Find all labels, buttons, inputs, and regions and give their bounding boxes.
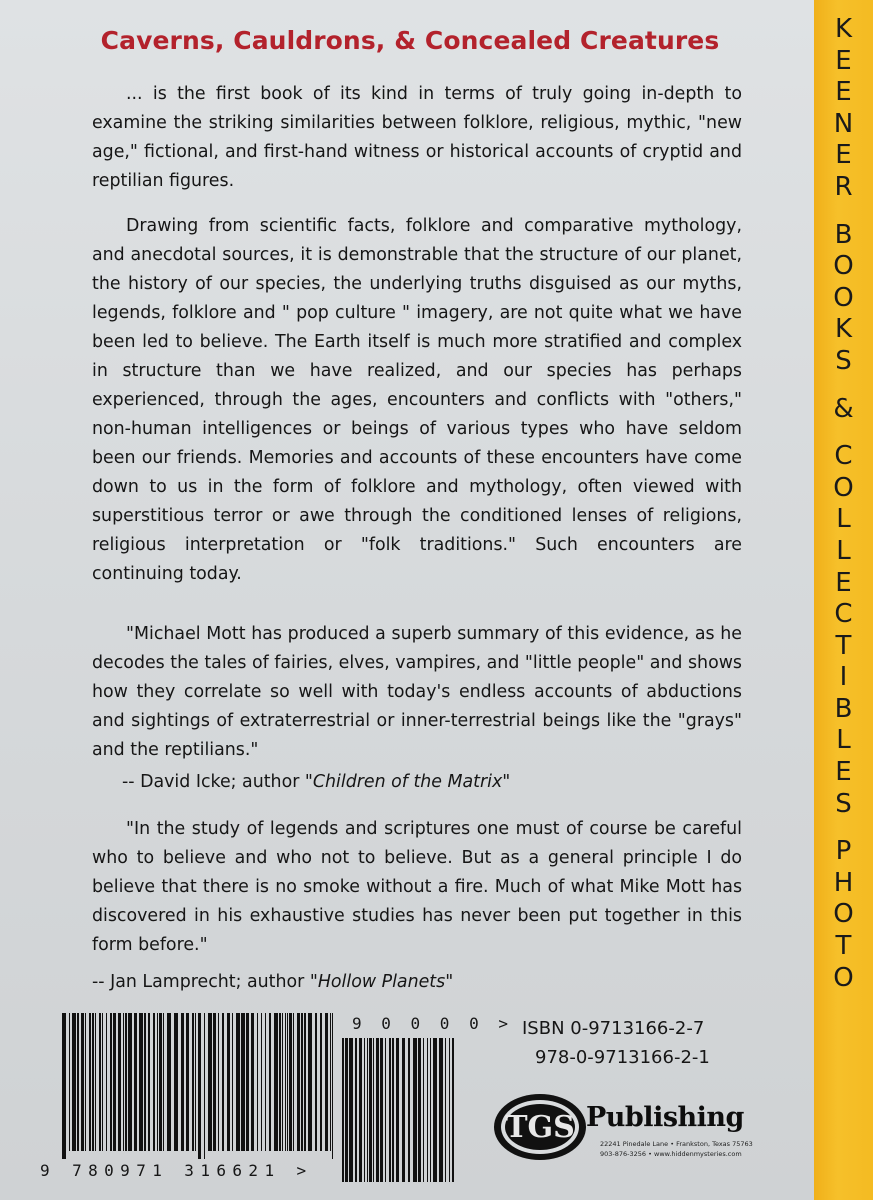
spine-letter: L bbox=[836, 725, 851, 756]
barcode-bar bbox=[289, 1013, 292, 1151]
barcode-bar bbox=[423, 1038, 424, 1182]
barcode-bar bbox=[389, 1038, 391, 1182]
attribution-book-title: Hollow Planets bbox=[317, 972, 446, 992]
barcode-bar bbox=[85, 1013, 86, 1151]
barcode-bar bbox=[418, 1038, 421, 1182]
barcode-bar bbox=[208, 1013, 212, 1151]
barcode-bar bbox=[218, 1013, 219, 1151]
spine-letter: B bbox=[834, 219, 853, 250]
barcode-bar bbox=[439, 1038, 443, 1182]
barcode-bars bbox=[62, 1013, 340, 1173]
barcode-bar bbox=[139, 1013, 143, 1151]
barcode-bar bbox=[198, 1013, 201, 1159]
barcode-bar bbox=[287, 1013, 288, 1151]
spine-letter bbox=[814, 204, 873, 220]
barcode-bar bbox=[301, 1013, 303, 1151]
barcode-bar bbox=[110, 1013, 112, 1151]
spine-letter: O bbox=[833, 282, 854, 313]
spine-letter: R bbox=[834, 171, 853, 202]
isbn-10: ISBN 0-9713166-2-7 bbox=[522, 1018, 705, 1039]
barcode-bar bbox=[167, 1013, 171, 1151]
barcode-bar bbox=[186, 1013, 189, 1151]
quote-david-icke: "Michael Mott has produced a superb summary of this evidence, as he decodes the tales of fairies, elves, vampires, and "little people" and shows how they correlate so well with today's endless accounts of abductions and sightings of extraterrestrial or inner-terrestrial beings like the "grays" and the reptilians." bbox=[92, 624, 742, 760]
spine-letter bbox=[814, 425, 873, 441]
barcode-bar bbox=[297, 1013, 300, 1151]
barcode-bar bbox=[241, 1013, 245, 1151]
barcode-bar bbox=[392, 1038, 394, 1182]
barcode-bar bbox=[385, 1038, 386, 1182]
barcode-bar bbox=[349, 1038, 353, 1182]
spine-letter bbox=[814, 820, 873, 836]
tgs-logo-icon bbox=[490, 1090, 594, 1164]
quote-jan-lamprecht: "In the study of legends and scriptures one must of course be careful who to believe and who not to believe. But as a general principle I do believe that there is no smoke without a fire. Much of what Mike Mott has discovered in his exhaustive studies has never been put together in this form before." bbox=[92, 819, 742, 955]
publisher-contact: 903-876-3256 • www.hiddenmysteries.com bbox=[600, 1150, 742, 1158]
barcode-bar bbox=[355, 1038, 357, 1182]
barcode-bar bbox=[227, 1013, 230, 1151]
spine-letter: O bbox=[833, 899, 854, 930]
barcode-bar bbox=[345, 1038, 348, 1182]
barcode-bar bbox=[367, 1038, 368, 1182]
quote-attribution-lamprecht bbox=[92, 968, 453, 997]
barcode-bar bbox=[308, 1013, 312, 1151]
barcode-bar bbox=[159, 1013, 162, 1151]
spine-letter: B bbox=[834, 693, 853, 724]
spine-watermark-text bbox=[814, 14, 873, 994]
barcode-bar bbox=[325, 1013, 328, 1151]
spine-letter: O bbox=[833, 251, 854, 282]
barcode-bar bbox=[396, 1038, 399, 1182]
barcode-bar bbox=[332, 1013, 333, 1159]
barcode-bar bbox=[77, 1013, 79, 1151]
barcode-bar bbox=[81, 1013, 84, 1151]
barcode-bar bbox=[113, 1013, 116, 1151]
barcode-bar bbox=[157, 1013, 158, 1151]
barcode-bar bbox=[204, 1013, 205, 1159]
attribution-prefix: -- David Icke; author " bbox=[122, 772, 313, 792]
spine-letter: N bbox=[833, 108, 854, 139]
attribution-prefix: -- Jan Lamprecht; author " bbox=[92, 972, 318, 992]
spine-letter: & bbox=[833, 393, 854, 424]
barcode-bar bbox=[153, 1013, 155, 1151]
spine-letter: K bbox=[834, 14, 853, 44]
barcode-bar bbox=[364, 1038, 365, 1182]
spine-letter: O bbox=[833, 472, 854, 503]
isbn-13: 978-0-9713166-2-1 bbox=[535, 1047, 710, 1068]
spine-letter: E bbox=[835, 45, 852, 76]
spine-letter: L bbox=[836, 535, 851, 566]
barcode-bar bbox=[359, 1038, 362, 1182]
barcode-bar bbox=[402, 1038, 405, 1182]
barcode-bar bbox=[257, 1013, 258, 1151]
barcode-bar bbox=[369, 1038, 372, 1182]
spine-letter: T bbox=[835, 931, 852, 962]
price-addon-barcode bbox=[342, 1038, 460, 1185]
barcode-bar bbox=[118, 1013, 121, 1151]
barcode-bar bbox=[452, 1038, 454, 1182]
barcode-bar bbox=[148, 1013, 150, 1151]
barcode-bar bbox=[95, 1013, 96, 1151]
barcode-bar bbox=[72, 1013, 76, 1151]
barcode-bar bbox=[315, 1013, 317, 1151]
attribution-suffix: " bbox=[445, 972, 454, 992]
barcode-bar bbox=[261, 1013, 262, 1151]
barcode-bar bbox=[376, 1038, 379, 1182]
attribution-book-title: Children of the Matrix bbox=[312, 772, 503, 792]
spine-letter: E bbox=[835, 757, 852, 788]
isbn-block bbox=[522, 1014, 710, 1072]
barcode-bar bbox=[174, 1013, 178, 1151]
spine-letter: H bbox=[833, 867, 854, 898]
barcode-bar bbox=[69, 1013, 70, 1151]
spine-letter: K bbox=[834, 314, 853, 345]
spine-letter: E bbox=[835, 77, 852, 108]
barcode-bar bbox=[282, 1013, 283, 1151]
price-addon-digits: 9 0 0 0 0 > bbox=[352, 1014, 513, 1033]
barcode-bar bbox=[427, 1038, 428, 1182]
barcode-bar bbox=[102, 1013, 103, 1151]
barcode-digits: 9 780971 316621 > bbox=[40, 1161, 313, 1180]
book-title: Caverns, Cauldrons, & Concealed Creatures bbox=[100, 26, 720, 55]
barcode-bar bbox=[99, 1013, 101, 1151]
publisher-name: Publishing bbox=[586, 1102, 744, 1133]
spine-letter: E bbox=[835, 567, 852, 598]
barcode-bar bbox=[192, 1013, 194, 1151]
barcode-bar bbox=[269, 1013, 271, 1151]
barcode-bar bbox=[213, 1013, 216, 1151]
spine-letter: S bbox=[835, 788, 852, 819]
barcode-bar bbox=[144, 1013, 146, 1151]
tgs-logo-text: TGS bbox=[505, 1110, 575, 1145]
barcode-bar bbox=[251, 1013, 254, 1151]
barcode-bar bbox=[62, 1013, 66, 1159]
isbn-barcode bbox=[40, 1013, 340, 1185]
barcode-bar bbox=[320, 1013, 322, 1151]
spine-letter: O bbox=[833, 962, 854, 993]
spine-letter bbox=[814, 378, 873, 394]
barcode-bar bbox=[430, 1038, 431, 1182]
barcode-bar bbox=[304, 1013, 306, 1151]
barcode-bar bbox=[232, 1013, 233, 1151]
barcode-bar bbox=[380, 1038, 383, 1182]
barcode-bar bbox=[89, 1013, 91, 1151]
spine-letter: E bbox=[835, 140, 852, 171]
barcode-bar bbox=[330, 1013, 331, 1151]
barcode-bar bbox=[433, 1038, 437, 1182]
barcode-bar bbox=[445, 1038, 446, 1182]
barcode-bar bbox=[163, 1013, 164, 1151]
spine-letter: C bbox=[834, 441, 853, 472]
barcode-bar bbox=[413, 1038, 417, 1182]
barcode-bar bbox=[285, 1013, 286, 1151]
barcode-bar bbox=[236, 1013, 240, 1151]
spine-letter: P bbox=[835, 836, 852, 867]
barcode-bar bbox=[342, 1038, 344, 1182]
barcode-bar bbox=[246, 1013, 249, 1151]
description-paragraph-1: ... is the first book of its kind in terms of truly going in-depth to examine the striking similarities between folklore, religious, mythic, "new age," fictional, and first-hand witness or historical accounts of cryptid and reptilian figures. bbox=[92, 84, 742, 191]
barcode-bar bbox=[293, 1013, 294, 1151]
barcode-bar bbox=[106, 1013, 107, 1151]
barcode-bar bbox=[373, 1038, 374, 1182]
barcode-bar bbox=[123, 1013, 124, 1151]
spine-strip bbox=[814, 0, 873, 1200]
spine-letter: S bbox=[835, 345, 852, 376]
barcode-bar bbox=[128, 1013, 132, 1151]
barcode-bar bbox=[265, 1013, 266, 1151]
barcode-bar bbox=[195, 1013, 196, 1151]
barcode-bar bbox=[222, 1013, 224, 1151]
publisher-address: 22241 Pinedale Lane • Frankston, Texas 75763 bbox=[600, 1140, 753, 1148]
description-paragraph-2: Drawing from scientific facts, folklore and comparative mythology, and anecdotal sources, it is demonstrable that the structure of our planet, the history of our species, the underlying truths disguised as our myths, legends, folklore and " pop culture " imagery, are not quite what we have been led to believe. The Earth itself is much more stratified and complex in structure than we have realized, and our species has perhaps experienced, through the ages, encounters and conflicts with "others," non-human intelligences or beings of various types who have seldom been our friends. Memories and accounts of these encounters have come down to us in the form of folklore and mythology, often viewed with superstitious terror or awe through the conditioned lenses of religions, religious interpretation or "folk traditions." Such encounters are continuing today. bbox=[92, 216, 742, 584]
barcode-bar bbox=[134, 1013, 137, 1151]
barcode-bar bbox=[408, 1038, 410, 1182]
barcode-bar bbox=[125, 1013, 127, 1151]
spine-letter: L bbox=[836, 504, 851, 535]
attribution-suffix: " bbox=[502, 772, 511, 792]
publisher-block bbox=[490, 1090, 760, 1170]
barcode-bar bbox=[274, 1013, 278, 1151]
spine-letter: T bbox=[835, 630, 852, 661]
barcode-bar bbox=[449, 1038, 450, 1182]
spine-letter: C bbox=[834, 599, 853, 630]
barcode-bar bbox=[92, 1013, 94, 1151]
barcode-bar bbox=[279, 1013, 281, 1151]
barcode-bar bbox=[181, 1013, 184, 1151]
spine-letter: I bbox=[839, 662, 848, 693]
quote-attribution-icke bbox=[122, 768, 510, 797]
